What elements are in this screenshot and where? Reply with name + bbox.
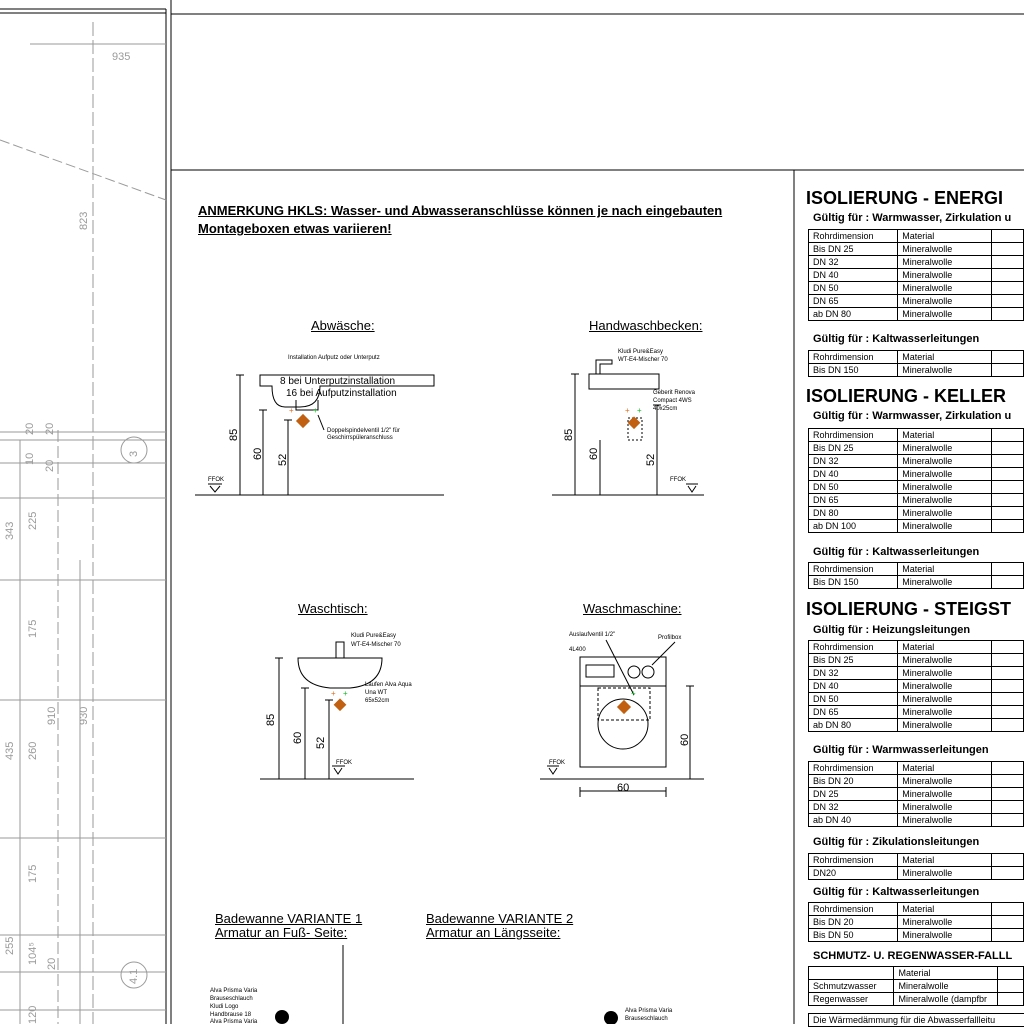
cell-rohrdimension: DN 40 [809, 680, 898, 693]
cell-extra [992, 468, 1024, 481]
abwaesche-dim-85: 85 [228, 428, 240, 441]
cell-material: Mineralwolle [898, 455, 992, 468]
col-header-material: Material [898, 351, 992, 364]
hwb-box-3: 40x25cm [653, 406, 678, 412]
col-header-extra [992, 854, 1024, 867]
dim-10: 10 [24, 452, 36, 465]
cell-extra [998, 993, 1024, 1006]
col-header-rohrdimension: Rohrdimension [809, 854, 898, 867]
cell-material: Mineralwolle [898, 775, 992, 788]
hwb-dim-60: 60 [588, 447, 600, 460]
table-header-row [809, 563, 1024, 576]
cell-rohrdimension: ab DN 100 [809, 520, 898, 533]
cell-extra [992, 775, 1024, 788]
cell-extra [992, 693, 1024, 706]
table-row [809, 295, 1024, 308]
table-row [809, 256, 1024, 269]
cell-material: Mineralwolle [898, 494, 992, 507]
cell-material: Mineralwolle [898, 243, 992, 256]
bath2-line2: Armatur an Längsseite: [426, 925, 561, 940]
table-row [809, 654, 1024, 667]
abwaesche-title: Abwäsche: [311, 318, 375, 333]
col-header-extra [992, 903, 1024, 916]
cell-rohrdimension: DN 32 [809, 801, 898, 814]
col-header-extra [992, 351, 1024, 364]
iso-steig-table1 [808, 640, 1024, 732]
abwaesche-dim-60: 60 [252, 447, 264, 460]
col-header-extra [992, 429, 1024, 442]
hwb-ffok: FFOK [670, 477, 686, 483]
cell-material: Mineralwolle (dampfbr [894, 993, 998, 1006]
table-row [809, 468, 1024, 481]
cell-extra [992, 520, 1024, 533]
table-row [809, 494, 1024, 507]
table-row [809, 980, 1024, 993]
wm-valve: Auslaufventil 1/2" [569, 632, 616, 638]
dim-435: 435 [4, 741, 16, 760]
wt-basin-2: Una WT [365, 690, 388, 696]
col-header-rohrdimension: Rohrdimension [809, 903, 898, 916]
wm-dim-60-horizontal: 60 [617, 782, 630, 794]
hwb-mixer-2: WT-E4-Mischer 70 [618, 357, 668, 363]
cell-rohrdimension: DN 40 [809, 269, 898, 282]
cell-rohrdimension: DN 50 [809, 481, 898, 494]
cell-rohrdimension: DN 32 [809, 256, 898, 269]
cell-rohrdimension: DN 32 [809, 667, 898, 680]
wt-basin-3: 65x52cm [365, 698, 390, 704]
cell-extra [992, 308, 1024, 321]
table-row [809, 442, 1024, 455]
table-row [809, 916, 1024, 929]
wm-dim-60-vertical: 60 [679, 733, 691, 746]
iso-energ-table1 [808, 229, 1024, 321]
table-row [809, 282, 1024, 295]
table-header-row [809, 903, 1024, 916]
svg-text:+: + [343, 689, 348, 698]
col-header-extra [992, 641, 1024, 654]
svg-text:+: + [331, 689, 336, 698]
table-header-row [809, 230, 1024, 243]
cell-extra [992, 269, 1024, 282]
cell-material: Mineralwolle [898, 916, 992, 929]
hkls-note: ANMERKUNG HKLS: Wasser- und Abwasseranschlüsse können je nach eingebauten Montageboxen etwas variieren! [198, 203, 723, 236]
iso-keller-table2 [808, 562, 1024, 589]
cell-extra [992, 282, 1024, 295]
bath1-item-2: Brauseschlauch [210, 996, 253, 1002]
dim-20c: 20 [44, 459, 56, 472]
hwb-dim-52: 52 [645, 453, 657, 466]
cell-extra [992, 243, 1024, 256]
cell-rohrdimension: DN 40 [809, 468, 898, 481]
table-row [809, 507, 1024, 520]
dim-255: 255 [4, 936, 16, 955]
cell-rohrdimension: Bis DN 20 [809, 775, 898, 788]
iso-schmutz-table [808, 966, 1024, 1006]
cell-material: Mineralwolle [898, 468, 992, 481]
cell-rohrdimension: DN 50 [809, 282, 898, 295]
col-header-material: Material [898, 762, 992, 775]
table-row [809, 243, 1024, 256]
cell-material: Mineralwolle [898, 442, 992, 455]
table-row [809, 667, 1024, 680]
cell-rohrdimension: Bis DN 25 [809, 442, 898, 455]
table-row [809, 719, 1024, 732]
cell-rohrdimension: Bis DN 20 [809, 916, 898, 929]
wt-dim-85: 85 [265, 713, 277, 726]
handwaschbecken-title: Handwaschbecken: [589, 318, 703, 333]
table-row [809, 455, 1024, 468]
iso-energ-table2 [808, 350, 1024, 377]
col-header-rohrdimension: Rohrdimension [809, 429, 898, 442]
cell-extra [992, 256, 1024, 269]
abwaesche-valve-1: Doppelspindelventil 1/2" für [327, 428, 400, 434]
bath1-line2: Armatur an Fuß- Seite: [215, 925, 348, 940]
cell-material: Mineralwolle [898, 680, 992, 693]
col-header-rohrdimension: Rohrdimension [809, 641, 898, 654]
table-row [809, 706, 1024, 719]
cell-rohrdimension: Bis DN 25 [809, 243, 898, 256]
cell-material: Mineralwolle [898, 481, 992, 494]
iso-steig-g1: Gültig für : Heizungsleitungen [813, 624, 971, 636]
cell-rohrdimension: DN 65 [809, 494, 898, 507]
cell-material: Mineralwolle [898, 788, 992, 801]
wt-ffok: FFOK [336, 760, 352, 766]
dim-343: 343 [4, 521, 16, 540]
col-header-material: Material [898, 854, 992, 867]
cell-extra [992, 654, 1024, 667]
bath1-item-4: Handbrause 18 [210, 1012, 252, 1018]
iso-steig-table4 [808, 902, 1024, 942]
table-header-row [809, 641, 1024, 654]
dim-120: 120 [27, 1005, 39, 1024]
table-row [809, 680, 1024, 693]
bath1-line1: Badewanne VARIANTE 1 [215, 911, 363, 926]
cell-extra [992, 719, 1024, 732]
hwb-dim-85: 85 [563, 428, 575, 441]
col-header-rohrdimension: Rohrdimension [809, 230, 898, 243]
table-row [809, 929, 1024, 942]
abwaesche-api: 16 bei Aufputzinstallation [286, 388, 397, 399]
cell-extra [992, 455, 1024, 468]
abwaesche-ffok: FFOK [208, 477, 224, 483]
table-row [809, 269, 1024, 282]
cell-extra [992, 867, 1024, 880]
cell-rohrdimension: ab DN 40 [809, 814, 898, 827]
table-header-row [809, 351, 1024, 364]
cell-rohrdimension: ab DN 80 [809, 719, 898, 732]
svg-text:+: + [625, 406, 630, 415]
dim-20b: 20 [44, 422, 56, 435]
cell-rohrdimension: Schmutzwasser [809, 980, 894, 993]
wt-mixer-1: Kludi Pure&Easy [351, 633, 397, 639]
dim-823: 823 [78, 211, 90, 230]
col-header-rohrdimension: Rohrdimension [809, 762, 898, 775]
cell-material: Mineralwolle [898, 867, 992, 880]
wt-basin-1: Laufen Alva Aqua [365, 682, 412, 688]
table-row [809, 775, 1024, 788]
abwaesche-valve-2: Geschirrspüleranschluss [327, 435, 393, 441]
waschtisch-title: Waschtisch: [298, 601, 368, 616]
iso-energ-title: ISOLIERUNG - ENERGI [806, 188, 1004, 208]
col-header-extra [998, 967, 1024, 980]
dim-104: 104⁵ [27, 942, 39, 965]
iso-energ-g2: Gültig für : Kaltwasserleitungen [813, 333, 980, 345]
cell-rohrdimension: DN 50 [809, 693, 898, 706]
wt-dim-60: 60 [292, 731, 304, 744]
iso-keller-title: ISOLIERUNG - KELLER [806, 386, 1007, 406]
iso-steig-title: ISOLIERUNG - STEIGST [806, 599, 1012, 619]
hwb-box-2: Compact 4WS [653, 398, 692, 404]
iso-steig-g4: Gültig für : Kaltwasserleitungen [813, 886, 980, 898]
col-header-material: Material [898, 903, 992, 916]
svg-text:+: + [637, 406, 642, 415]
cell-material: Mineralwolle [898, 507, 992, 520]
iso-schmutz-footer: Die Wärmedämmung für die Abwasserfallleitu [808, 1013, 1024, 1027]
cell-rohrdimension: DN 80 [809, 507, 898, 520]
cell-material: Mineralwolle [898, 801, 992, 814]
col-header-extra [992, 230, 1024, 243]
cell-material: Mineralwolle [894, 980, 998, 993]
cell-material: Mineralwolle [898, 364, 992, 377]
cell-extra [992, 442, 1024, 455]
iso-steig-g3: Gültig für : Zikulationsleitungen [813, 836, 980, 848]
dim-225: 225 [27, 511, 39, 530]
iso-keller-table1 [808, 428, 1024, 533]
bath1-item-3: Kludi Logo [210, 1004, 239, 1010]
cell-extra [992, 801, 1024, 814]
cell-rohrdimension: DN 65 [809, 706, 898, 719]
cell-rohrdimension: ab DN 80 [809, 308, 898, 321]
cell-extra [992, 706, 1024, 719]
svg-text:+: + [313, 406, 318, 415]
wm-ffok: FFOK [549, 760, 565, 766]
abwaesche-install-note: Installation Aufputz oder Unterputz [288, 355, 380, 361]
col-header-material: Material [894, 967, 998, 980]
cell-rohrdimension: Bis DN 50 [809, 929, 898, 942]
cell-material: Mineralwolle [898, 308, 992, 321]
table-row [809, 520, 1024, 533]
cell-rohrdimension: DN 65 [809, 295, 898, 308]
cell-rohrdimension: Bis DN 150 [809, 576, 898, 589]
table-row [809, 814, 1024, 827]
cell-extra [992, 916, 1024, 929]
bath2-item-1: Alva Prisma Varia [625, 1008, 673, 1014]
cell-extra [992, 507, 1024, 520]
table-row [809, 788, 1024, 801]
iso-steig-table2 [808, 761, 1024, 827]
iso-steig-g2: Gültig für : Warmwasserleitungen [813, 744, 989, 756]
cell-extra [992, 788, 1024, 801]
cell-extra [992, 364, 1024, 377]
col-header-material: Material [898, 641, 992, 654]
bath1-item-1: Alva Prisma Varia [210, 988, 258, 994]
dim-935: 935 [112, 51, 131, 63]
cell-material: Mineralwolle [898, 929, 992, 942]
cell-extra [992, 494, 1024, 507]
axis-3: 3 [128, 450, 140, 457]
dim-20a: 20 [24, 422, 36, 435]
cell-material: Mineralwolle [898, 719, 992, 732]
table-row [809, 576, 1024, 589]
col-header-material: Material [898, 230, 992, 243]
col-header-rohrdimension: Rohrdimension [809, 351, 898, 364]
cell-material: Mineralwolle [898, 282, 992, 295]
cell-material: Mineralwolle [898, 654, 992, 667]
cell-material: Mineralwolle [898, 706, 992, 719]
table-header-row [809, 429, 1024, 442]
table-row [809, 693, 1024, 706]
cell-rohrdimension: DN 32 [809, 455, 898, 468]
iso-steig-table3 [808, 853, 1024, 880]
wt-dim-52: 52 [315, 736, 327, 749]
col-header-extra [992, 762, 1024, 775]
iso-keller-g1: Gültig für : Warmwasser, Zirkulation u [813, 410, 1012, 422]
cell-extra [998, 980, 1024, 993]
table-header-row [809, 762, 1024, 775]
cell-extra [992, 667, 1024, 680]
iso-keller-g2: Gültig für : Kaltwasserleitungen [813, 546, 980, 558]
bath2-line1: Badewanne VARIANTE 2 [426, 911, 574, 926]
col-header-rohrdimension [809, 967, 894, 980]
dim-260: 260 [27, 741, 39, 760]
dim-175a: 175 [27, 619, 39, 638]
cell-material: Mineralwolle [898, 667, 992, 680]
wt-mixer-2: WT-E4-Mischer 70 [351, 642, 401, 648]
bath2-item-2: Brauseschlauch [625, 1016, 668, 1022]
hwb-box-1: Geberit Renova [653, 390, 696, 396]
cell-material: Mineralwolle [898, 814, 992, 827]
table-row [809, 364, 1024, 377]
abwaesche-upi: 8 bei Unterputzinstallation [280, 376, 396, 387]
iso-energ-g1: Gültig für : Warmwasser, Zirkulation u [813, 212, 1012, 224]
abwaesche-dim-52: 52 [277, 453, 289, 466]
svg-text:+: + [631, 689, 636, 698]
col-header-rohrdimension: Rohrdimension [809, 563, 898, 576]
cell-material: Mineralwolle [898, 256, 992, 269]
cell-rohrdimension: DN20 [809, 867, 898, 880]
bath1-item-5: Alva Prisma Varia [210, 1019, 258, 1025]
dim-910: 910 [46, 706, 58, 725]
cell-extra [992, 680, 1024, 693]
axis-4-1: 4.1 [128, 968, 140, 984]
dim-175b: 175 [27, 864, 39, 883]
cell-rohrdimension: Bis DN 25 [809, 654, 898, 667]
iso-schmutz-title: SCHMUTZ- U. REGENWASSER-FALLL [813, 950, 1013, 962]
table-row [809, 867, 1024, 880]
table-row [809, 801, 1024, 814]
cell-material: Mineralwolle [898, 269, 992, 282]
table-row [809, 993, 1024, 1006]
table-row [809, 481, 1024, 494]
cell-extra [992, 295, 1024, 308]
cell-rohrdimension: Regenwasser [809, 993, 894, 1006]
dim-20d: 20 [46, 957, 58, 970]
cell-material: Mineralwolle [898, 576, 992, 589]
col-header-material: Material [898, 563, 992, 576]
cell-material: Mineralwolle [898, 520, 992, 533]
hwb-mixer-1: Kludi Pure&Easy [618, 349, 664, 355]
cell-material: Mineralwolle [898, 693, 992, 706]
col-header-extra [992, 563, 1024, 576]
waschmaschine-title: Waschmaschine: [583, 601, 682, 616]
cell-extra [992, 814, 1024, 827]
dim-930: 930 [78, 706, 90, 725]
cell-extra [992, 929, 1024, 942]
cell-rohrdimension: Bis DN 150 [809, 364, 898, 377]
svg-text:+: + [289, 406, 294, 415]
wm-4l400: 4L400 [569, 647, 586, 653]
table-header-row [809, 967, 1024, 980]
table-header-row [809, 854, 1024, 867]
wm-profilbox: Profilbox [658, 635, 682, 641]
cell-rohrdimension: DN 25 [809, 788, 898, 801]
col-header-material: Material [898, 429, 992, 442]
cell-material: Mineralwolle [898, 295, 992, 308]
cell-extra [992, 481, 1024, 494]
cell-extra [992, 576, 1024, 589]
table-row [809, 308, 1024, 321]
